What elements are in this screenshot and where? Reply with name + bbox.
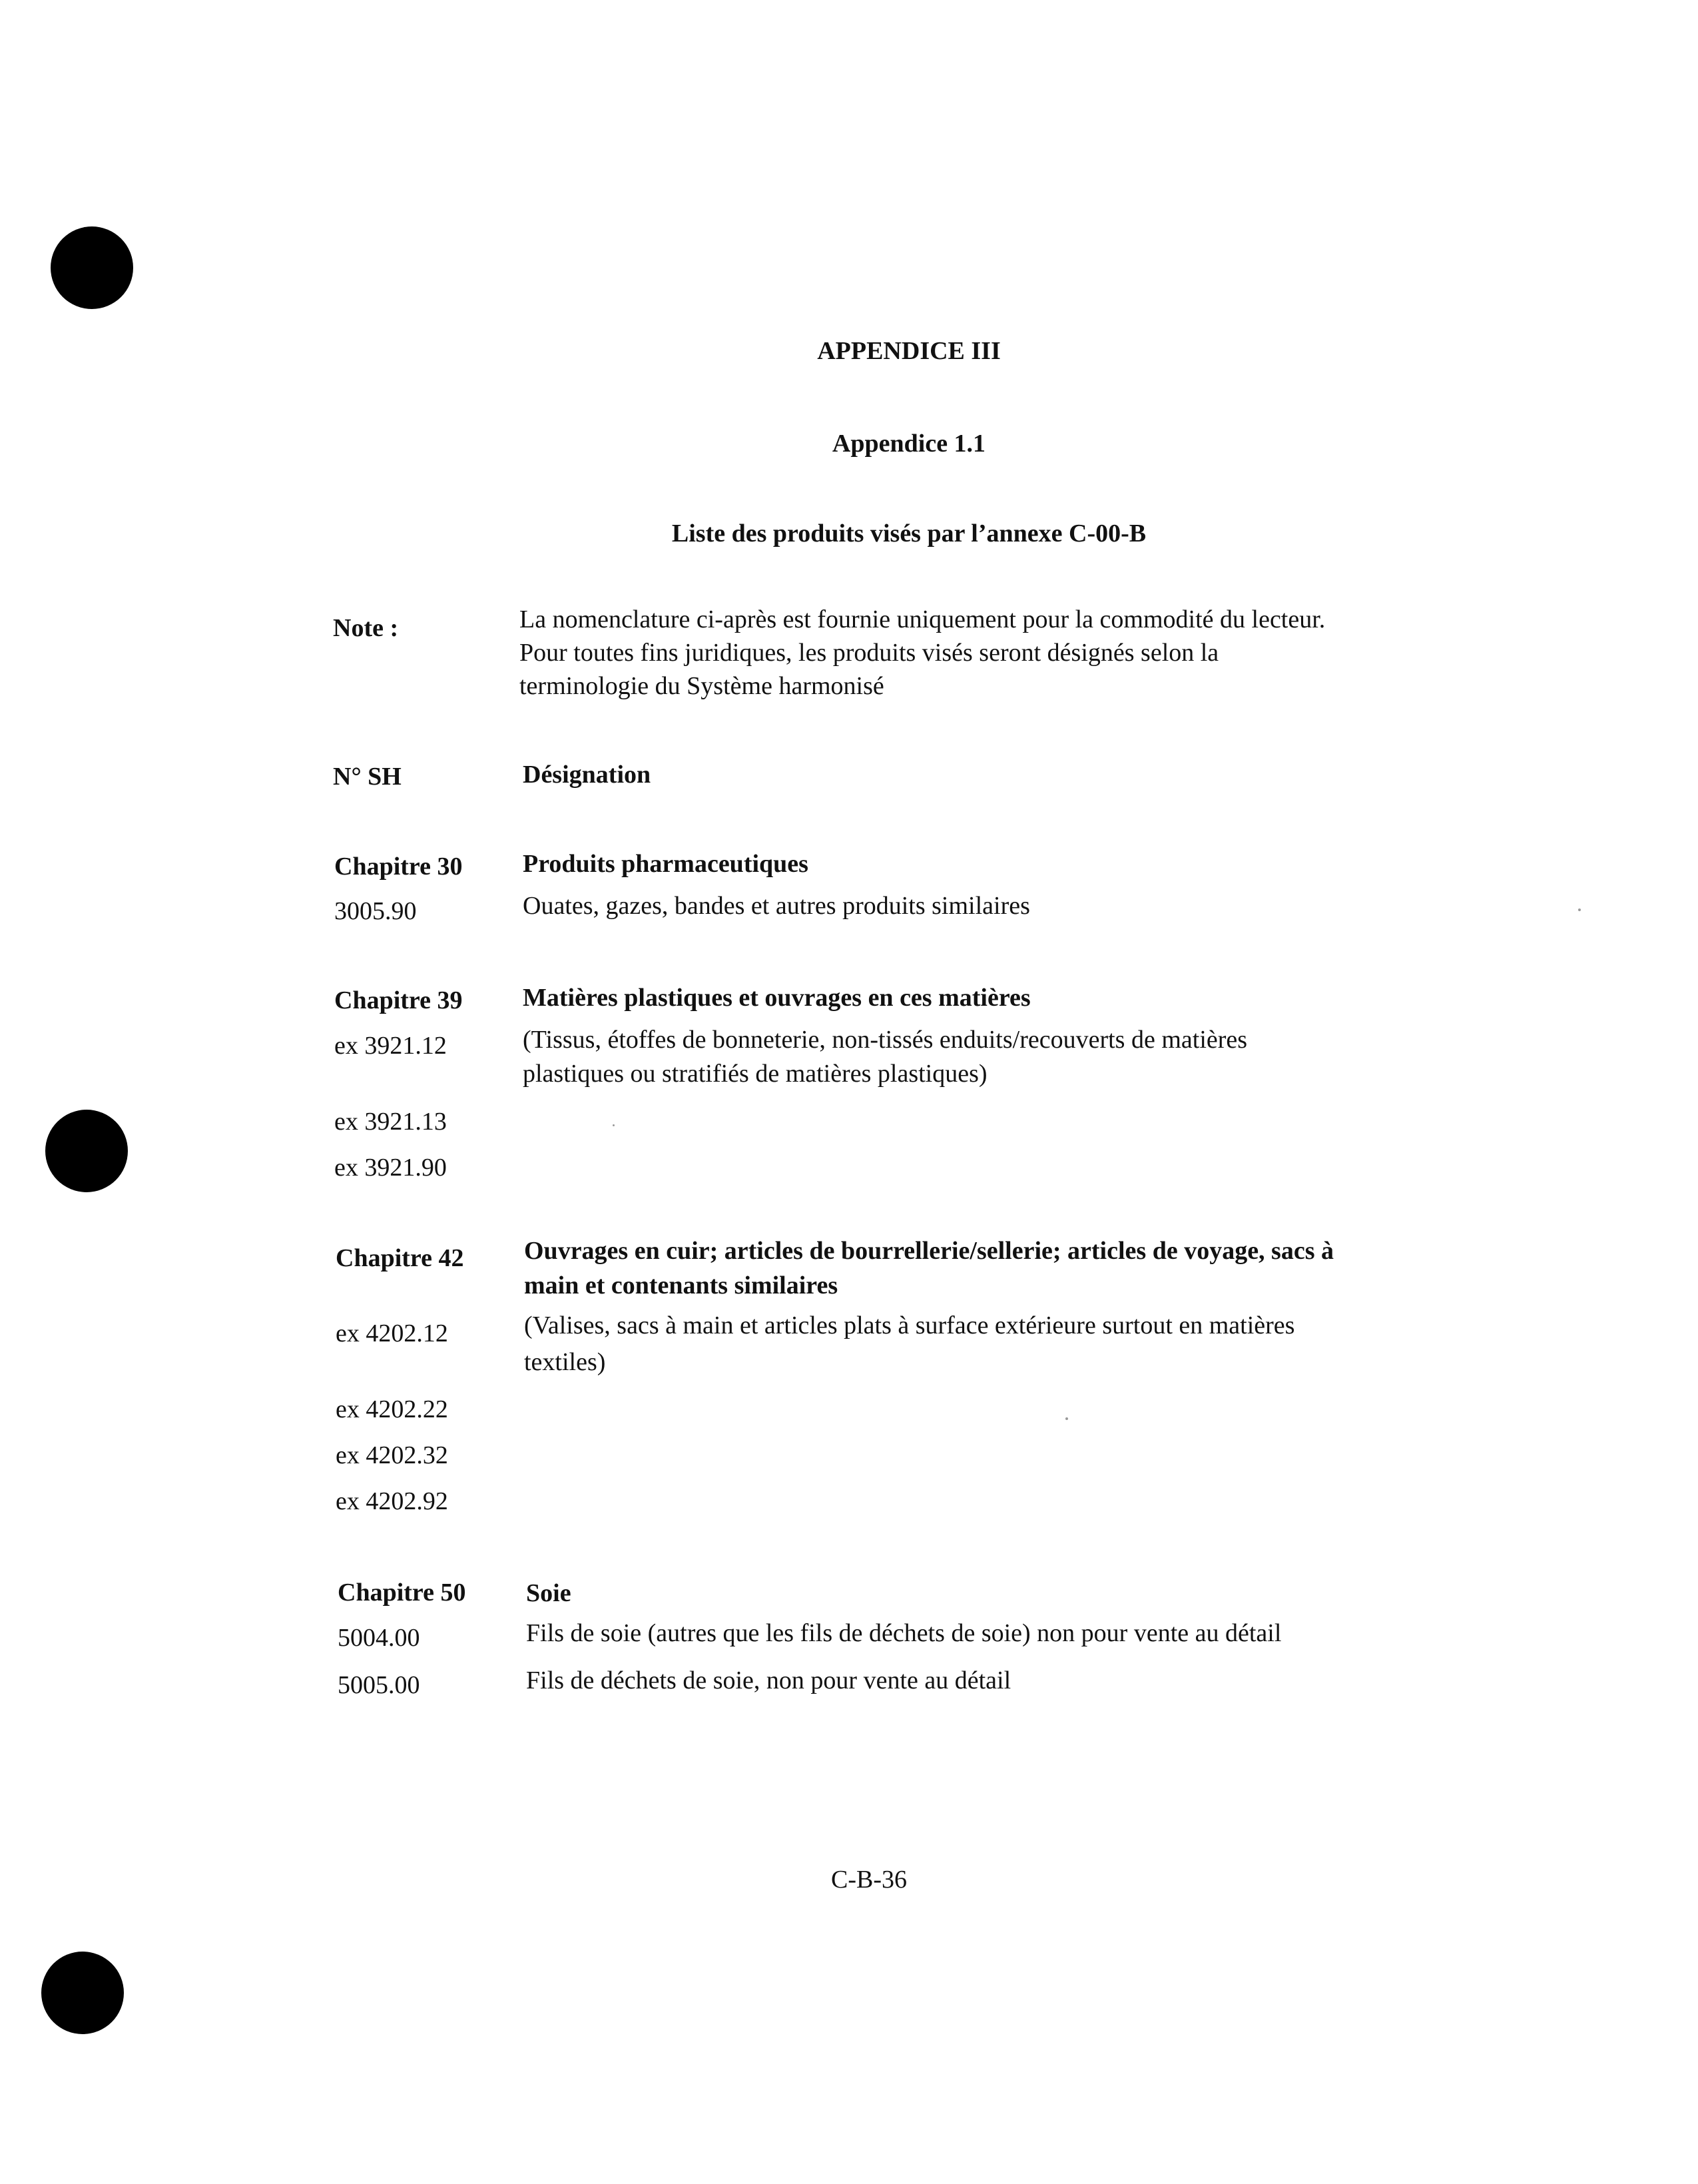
hs-code: ex 3921.12 (334, 1032, 447, 1060)
hs-code: 5004.00 (338, 1624, 420, 1652)
chapter-label: Chapitre 50 (338, 1579, 466, 1607)
punch-hole-bottom (41, 1952, 124, 2034)
product-description: Fils de soie (autres que les fils de déchets de soie) non pour vente au détail (526, 1619, 1282, 1647)
hs-code: ex 4202.22 (336, 1395, 448, 1423)
chapter-title: main et contenants similaires (524, 1272, 838, 1299)
note-line: Pour toutes fins juridiques, les produits visés seront désignés selon la (519, 639, 1219, 667)
note-label: Note : (333, 614, 399, 642)
note-line: terminologie du Système harmonisé (519, 672, 884, 700)
scan-speck (1578, 909, 1581, 911)
column-header-designation: Désignation (523, 761, 651, 789)
appendix-title: APPENDICE III (817, 337, 1001, 365)
hs-code: ex 4202.32 (336, 1441, 448, 1469)
column-header-code: N° SH (333, 763, 402, 791)
hs-code: ex 3921.90 (334, 1154, 447, 1182)
hs-code: 3005.90 (334, 897, 417, 925)
product-description: textiles) (524, 1348, 606, 1376)
punch-hole-middle (45, 1110, 128, 1192)
product-description: (Valises, sacs à main et articles plats à surface extérieure surtout en matières (524, 1311, 1295, 1339)
note-line: La nomenclature ci-après est fournie uniquement pour la commodité du lecteur. (519, 605, 1326, 633)
appendix-subtitle: Appendice 1.1 (832, 430, 986, 458)
chapter-title: Produits pharmaceutiques (523, 850, 808, 878)
chapter-label: Chapitre 42 (336, 1244, 464, 1272)
note-text (519, 603, 1418, 703)
punch-hole-top (51, 226, 133, 309)
chapter-title: Ouvrages en cuir; articles de bourrellerie/sellerie; articles de voyage, sacs à (524, 1237, 1334, 1265)
page-number: C-B-36 (831, 1866, 907, 1894)
scan-speck (613, 1124, 615, 1126)
scan-speck (1065, 1417, 1068, 1420)
chapter-title: Matières plastiques et ouvrages en ces matières (523, 984, 1031, 1012)
list-heading: Liste des produits visés par l’annexe C-00-B (671, 520, 1147, 547)
product-description: (Tissus, étoffes de bonneterie, non-tissés enduits/recouverts de matières (523, 1026, 1248, 1054)
product-description: Fils de déchets de soie, non pour vente au détail (526, 1666, 1011, 1694)
product-description: Ouates, gazes, bandes et autres produits similaires (523, 892, 1030, 920)
chapter-label: Chapitre 39 (334, 986, 463, 1014)
hs-code: ex 4202.92 (336, 1487, 448, 1515)
hs-code: 5005.00 (338, 1671, 420, 1699)
product-description: plastiques ou stratifiés de matières plastiques) (523, 1060, 988, 1088)
chapter-title: Soie (526, 1579, 571, 1607)
chapter-label: Chapitre 30 (334, 853, 463, 881)
hs-code: ex 4202.12 (336, 1319, 448, 1347)
hs-code: ex 3921.13 (334, 1108, 447, 1136)
